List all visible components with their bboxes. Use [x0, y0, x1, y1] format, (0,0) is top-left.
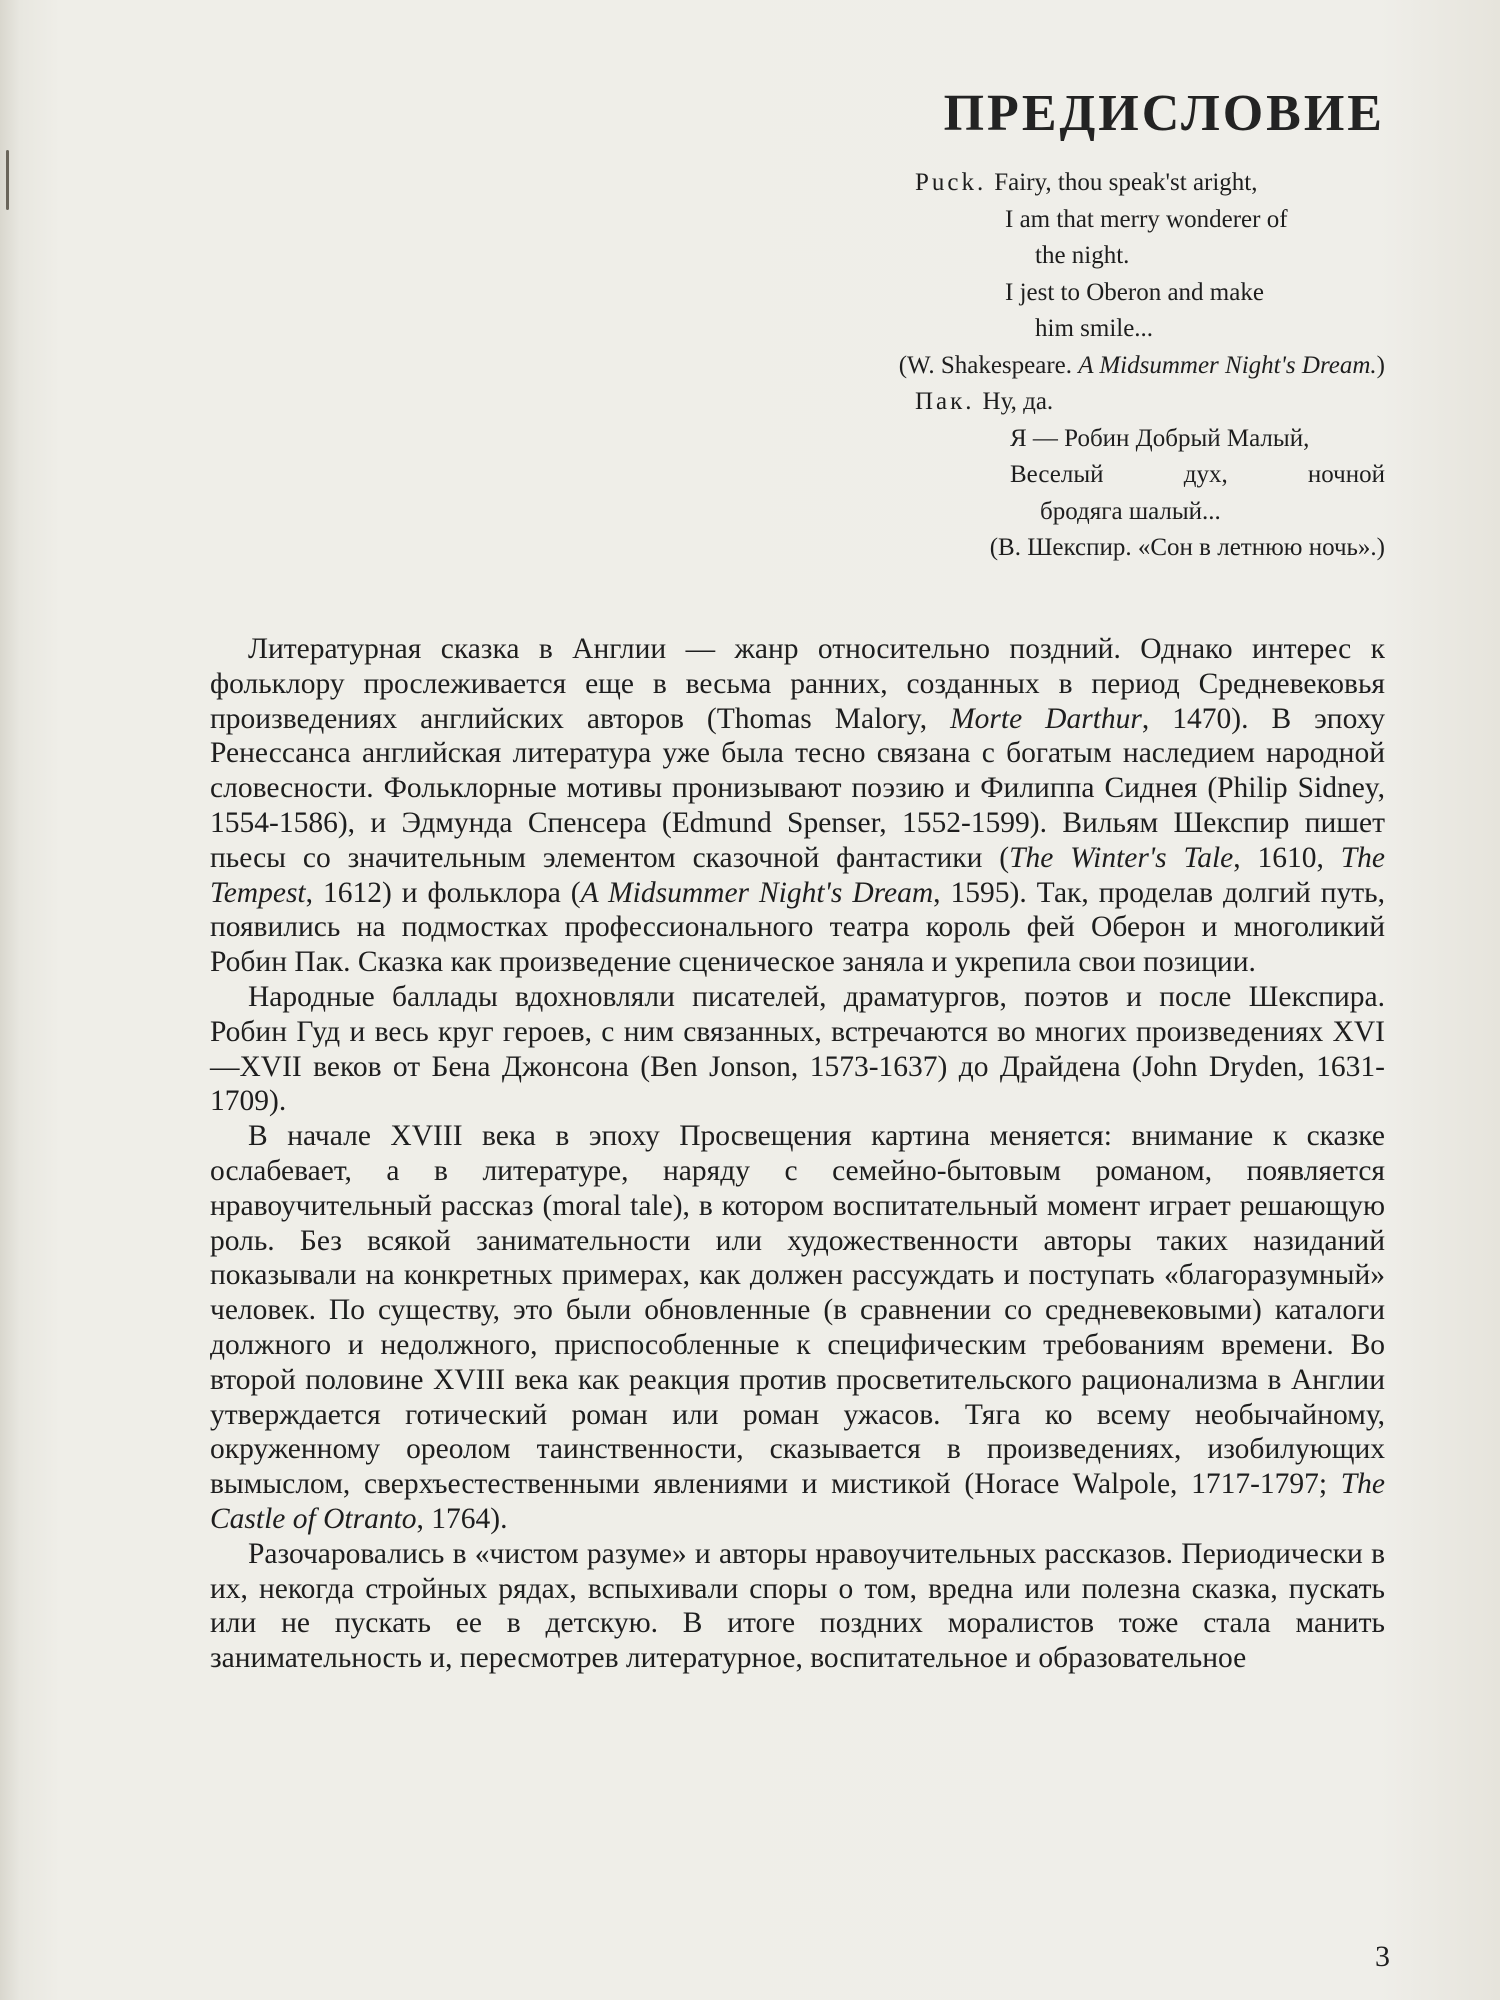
epigraph-ru-line	[680, 384, 1385, 421]
text-run: , 1470). В эпоху Ренессанса английская литература уже была тесно связана с богатым наследием народной словесности. Фольклорные мотивы пронизывают поэзию и Филиппа Сиднея (Philip Sidney, 1554-1586), и Эдмунда Спенсера (Edmund Spenser, 1552-1599). Вильям Шекспир пишет пьесы со значительным элементом сказочной фантастики (	[210, 702, 1385, 874]
body-text	[210, 632, 1385, 1676]
binding-shadow	[6, 150, 9, 210]
epigraph-ru-line3-c: ночной	[1307, 461, 1385, 488]
epigraph-en-line5: him smile...	[1035, 315, 1154, 342]
italic-title: A Midsummer Night's Dream	[580, 876, 934, 909]
italic-title: The Winter's Tale	[1009, 841, 1234, 874]
epigraph-ru-line3-a: Веселый	[1010, 461, 1104, 488]
italic-title: The Castle of Otranto	[210, 1468, 1385, 1535]
paragraph	[210, 1119, 1385, 1537]
text-run: , 1764).	[416, 1502, 508, 1535]
epigraph-en-line1: Fairy, thou speak'st aright,	[994, 169, 1258, 196]
epigraph-ru-line3	[680, 457, 1385, 494]
epigraph-en-source-prefix: (W. Shakespeare.	[898, 351, 1073, 379]
epigraph-en-source-title: A Midsummer Night's Dream.	[1078, 351, 1377, 379]
epigraph-en-source	[680, 348, 1385, 385]
page-title: ПРЕДИСЛОВИЕ	[943, 85, 1385, 142]
page-number: 3	[1375, 1940, 1390, 1973]
paragraph	[210, 632, 1385, 980]
epigraph-en-line3: the night.	[1035, 242, 1130, 269]
text-run: Литературная сказка в Англии — жанр относительно поздний. Однако интерес к фольклору прослеживается еще в весьма ранних, созданных в период Средневековья произведениях английских авторов (Thomas Malory,	[210, 633, 1385, 735]
paragraph	[210, 980, 1385, 1119]
epigraph-en-source-suffix: )	[1376, 351, 1385, 379]
epigraph	[680, 165, 1385, 567]
italic-title: Morte Darthur	[950, 702, 1142, 735]
text-run: Народные баллады вдохновляли писателей, драматургов, поэтов и после Шекспира. Робин Гуд и весь круг героев, с ним связанных, встречаются во многих произведениях XVI—XVII веков от Бена Джонсона (Ben Jonson, 1573-1637) до Драйдена (John Dryden, 1631-1709).	[210, 980, 1385, 1118]
epigraph-ru-line4: бродяга шалый...	[1040, 497, 1221, 525]
epigraph-en-line2: I am that merry wonderer of	[1005, 205, 1288, 233]
text-run: Разочаровались в «чистом разуме» и авторы нравоучительных рассказов. Периодически в их, некогда стройных рядах, вспыхивали споры о том, вредна или полезна сказка, пускать или не пускать ее в детскую. В итоге поздних моралистов тоже стала манить занимательность и, пересмотрев литературное, воспитательное и образовательное	[210, 1537, 1385, 1675]
text-run: , 1595). Так, проделав долгий путь, появились на подмостках профессионального театра король фей Оберон и многоликий Робин Пак. Сказка как произведение сценическое заняла и укрепила свои позиции.	[210, 876, 1385, 979]
text-run: В начале XVIII века в эпоху Просвещения картина меняется: внимание к сказке ослабевает, а в литературе, наряду с семейно-бытовым романом, появляется нравоучительный рассказ (moral tale), в котором воспитательный момент играет решающую роль. Без всякой занимательности или художественности авторы таких назиданий показывали на конкретных примерах, как должен рассуждать и поступать «благоразумный» человек. По существу, это были обновленные (в сравнении со средневековыми) каталоги должного и недолжного, приспособленные к специфическим требованиям времени. Во второй половине XVIII века как реакция против просветительского рационализма в Англии утверждается готический роман или роман ужасов. Тяга ко всему необычайному, окруженному ореолом таинственности, сказывается в произведениях, изобилующих вымыслом, сверхъестественными явлениями и мистикой (Horace Walpole, 1717-1797;	[210, 1120, 1385, 1501]
paragraph	[210, 1537, 1385, 1676]
epigraph-ru-line1: Ну, да.	[982, 388, 1054, 415]
epigraph-ru-line3-b: дух,	[1183, 461, 1228, 488]
text-run: , 1610,	[1233, 841, 1341, 874]
epigraph-en-line	[680, 165, 1385, 202]
epigraph-ru-source: (В. Шекспир. «Сон в летнюю ночь».)	[989, 534, 1385, 561]
italic-title: The Tempest	[210, 841, 1385, 909]
text-run: , 1612) и фольклора (	[305, 876, 581, 909]
epigraph-en-line4: I jest to Oberon and make	[1005, 278, 1264, 306]
epigraph-ru-speaker: Пак.	[915, 388, 975, 415]
epigraph-ru-line2: Я — Робин Добрый Малый,	[1010, 424, 1310, 452]
epigraph-en-speaker: Puck.	[915, 169, 987, 196]
